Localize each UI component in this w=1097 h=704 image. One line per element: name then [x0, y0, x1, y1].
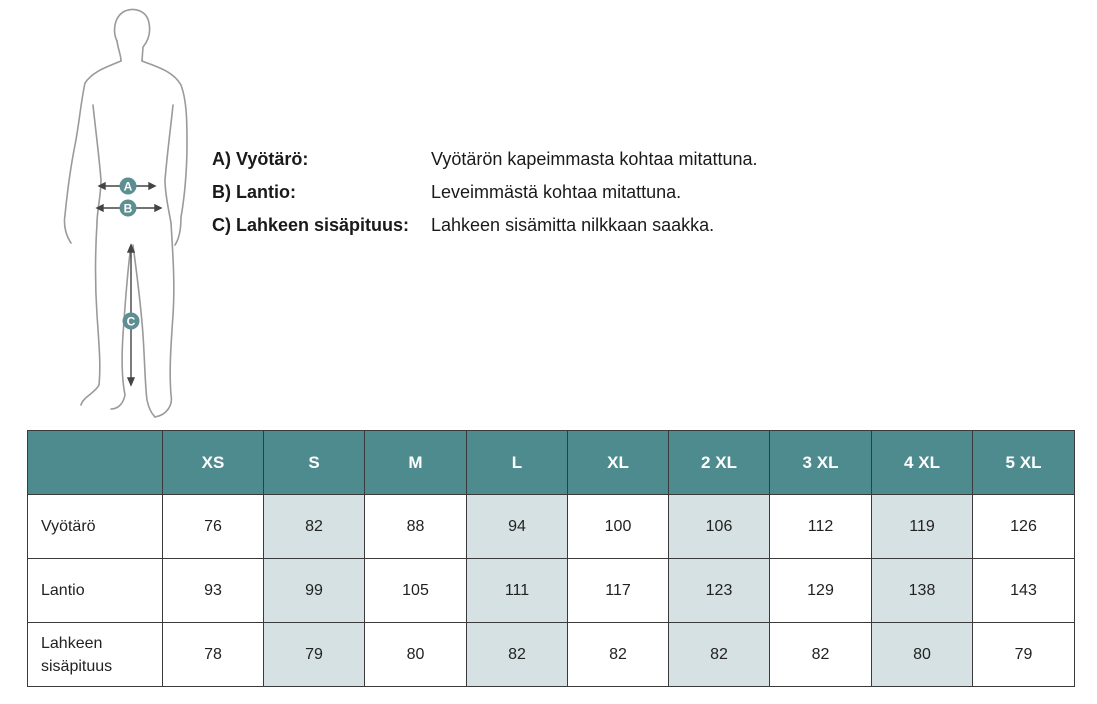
table-cell: 105 — [365, 559, 467, 623]
row-label: Lantio — [28, 559, 163, 623]
legend-desc: Vyötärön kapeimmasta kohtaa mitattuna. — [431, 149, 758, 169]
marker-c — [123, 313, 140, 330]
table-cell: 82 — [770, 623, 872, 687]
table-cell: 99 — [264, 559, 365, 623]
table-cell: 106 — [669, 495, 770, 559]
table-cell: 94 — [467, 495, 568, 559]
table-cell: 143 — [973, 559, 1075, 623]
table-cell: 93 — [163, 559, 264, 623]
marker-b — [120, 200, 137, 217]
table-row — [28, 495, 1075, 559]
table-cell: 82 — [467, 623, 568, 687]
size-header: S — [264, 431, 365, 495]
legend-row-inseam — [212, 209, 912, 242]
size-header: L — [467, 431, 568, 495]
table-cell: 88 — [365, 495, 467, 559]
size-header: 5 XL — [973, 431, 1075, 495]
table-cell: 111 — [467, 559, 568, 623]
table-cell: 76 — [163, 495, 264, 559]
person-outline-icon — [55, 5, 205, 425]
legend-key: B) Lantio: — [212, 182, 296, 202]
marker-a — [120, 178, 137, 195]
table-cell: 117 — [568, 559, 669, 623]
legend-key: C) Lahkeen sisäpituus: — [212, 215, 410, 235]
table-cell: 78 — [163, 623, 264, 687]
size-header: 4 XL — [872, 431, 973, 495]
table-cell: 79 — [973, 623, 1075, 687]
table-cell: 126 — [973, 495, 1075, 559]
table-cell: 80 — [872, 623, 973, 687]
table-cell: 82 — [264, 495, 365, 559]
legend-row-waist — [212, 143, 912, 176]
size-header: XS — [163, 431, 264, 495]
svg-text:A: A — [123, 179, 133, 194]
table-cell: 129 — [770, 559, 872, 623]
legend-desc: Lahkeen sisämitta nilkkaan saakka. — [431, 215, 715, 235]
table-cell: 79 — [264, 623, 365, 687]
table-cell: 100 — [568, 495, 669, 559]
table-cell: 112 — [770, 495, 872, 559]
table-cell: 82 — [568, 623, 669, 687]
table-cell: 119 — [872, 495, 973, 559]
legend-row-hip — [212, 176, 912, 209]
table-cell: 82 — [669, 623, 770, 687]
legend-key: A) Vyötärö: — [212, 149, 309, 169]
legend-desc: Leveimmästä kohtaa mitattuna. — [431, 182, 682, 202]
measurement-legend — [212, 143, 912, 242]
table-row — [28, 623, 1075, 687]
size-header: M — [365, 431, 467, 495]
svg-text:B: B — [123, 201, 133, 216]
size-header: 2 XL — [669, 431, 770, 495]
table-cell: 80 — [365, 623, 467, 687]
row-label: Vyötärö — [28, 495, 163, 559]
table-row — [28, 559, 1075, 623]
header-corner — [28, 431, 163, 495]
size-header: XL — [568, 431, 669, 495]
row-label: Lahkeen sisäpituus — [28, 623, 163, 687]
size-table — [27, 430, 1075, 687]
table-cell: 138 — [872, 559, 973, 623]
svg-text:C: C — [126, 314, 136, 329]
table-cell: 123 — [669, 559, 770, 623]
size-header: 3 XL — [770, 431, 872, 495]
size-header-row — [28, 431, 1075, 495]
